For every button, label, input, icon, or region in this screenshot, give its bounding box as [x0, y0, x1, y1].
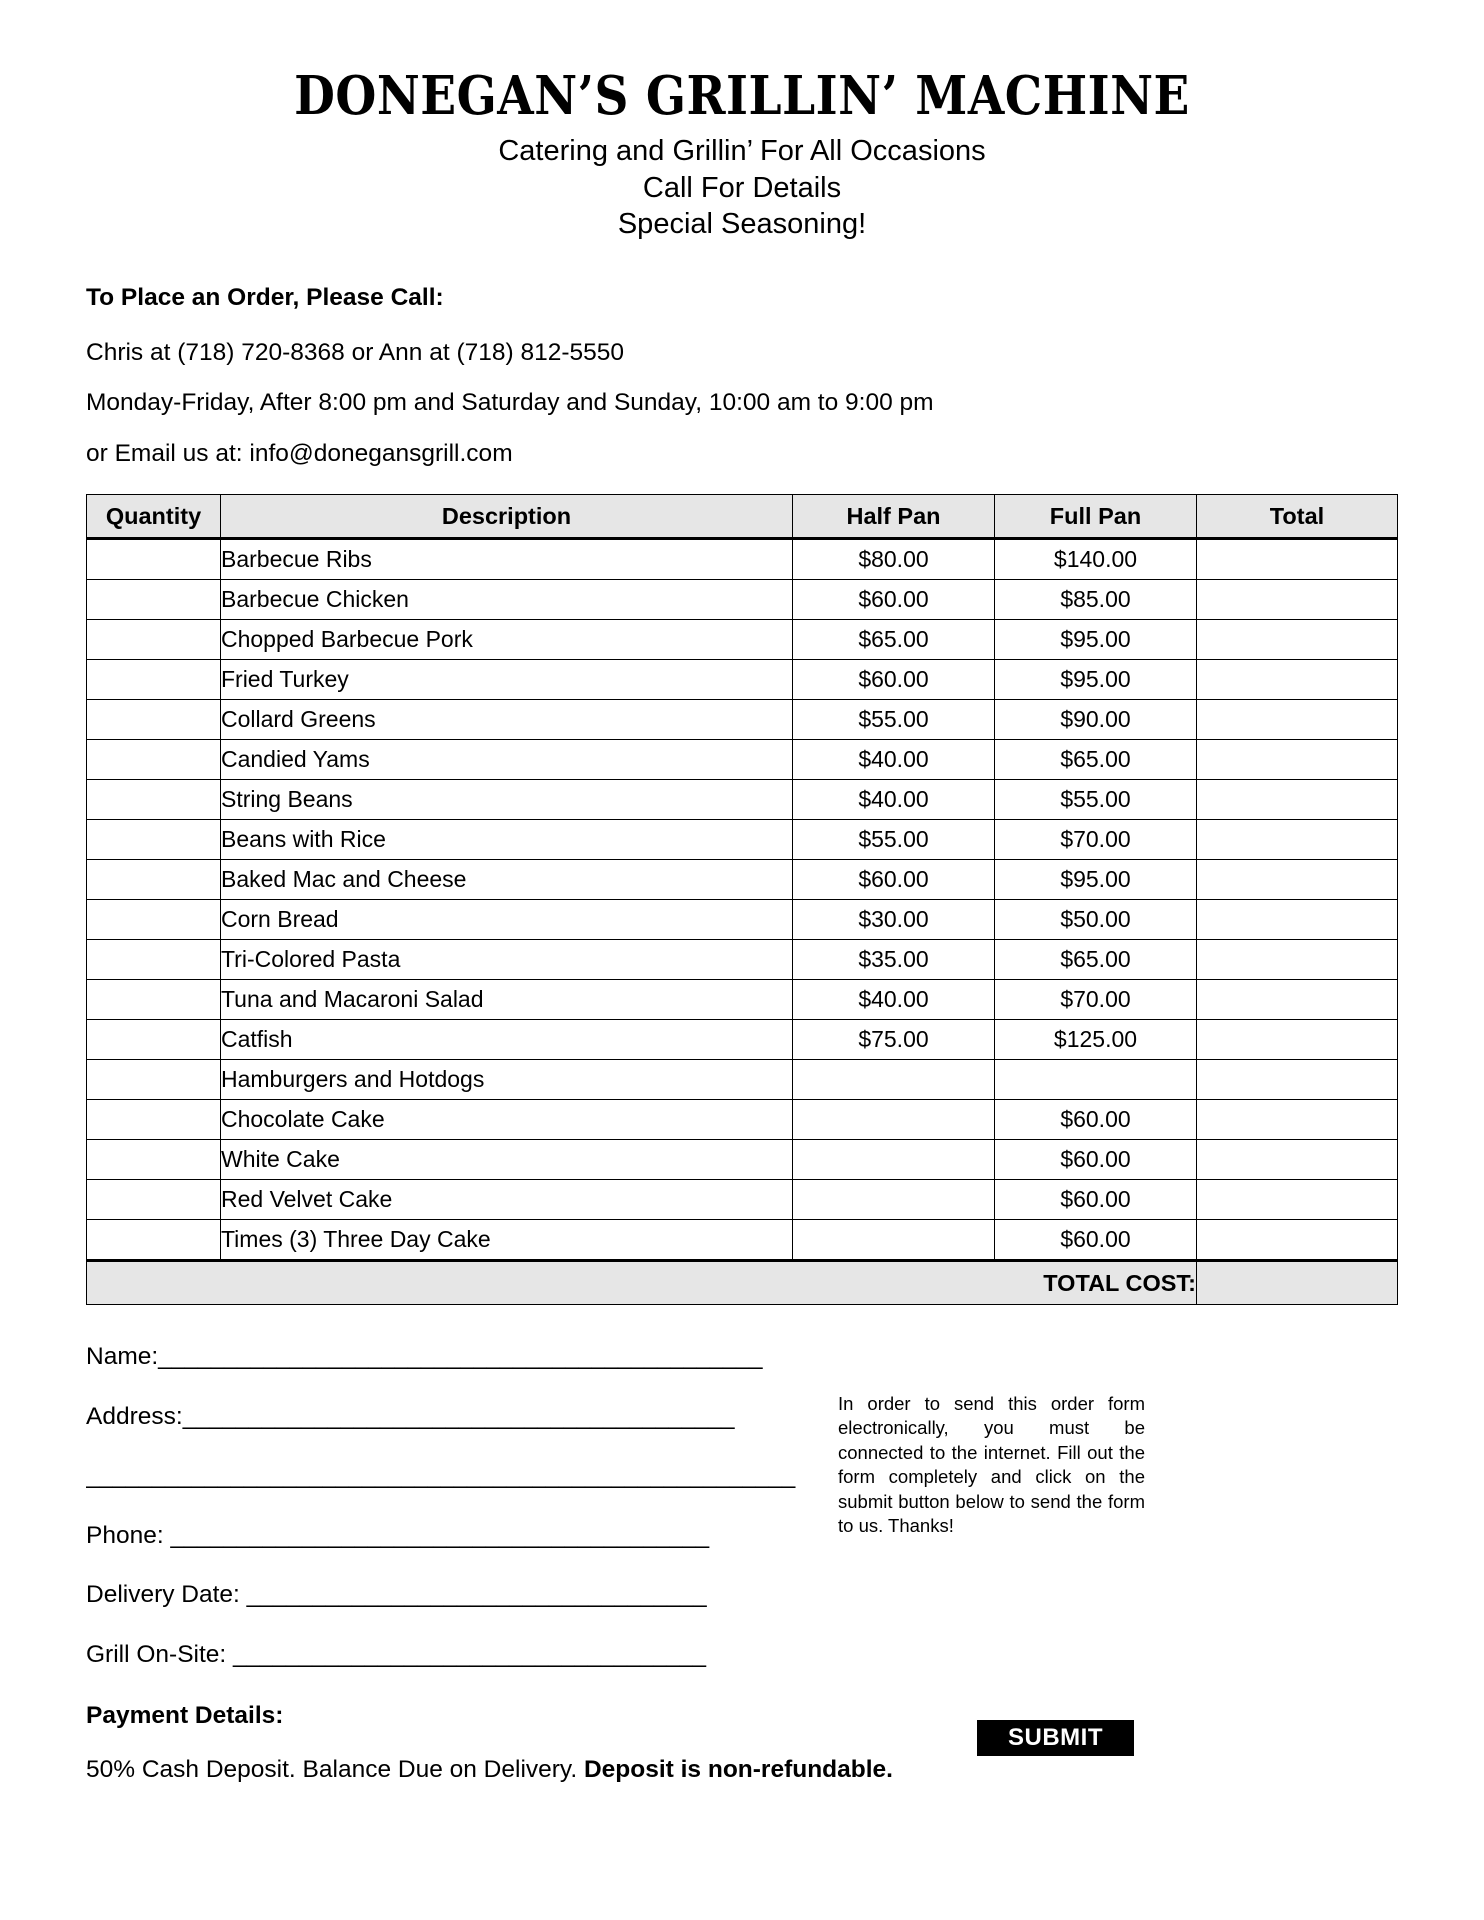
- cell-full-pan: $60.00: [995, 1180, 1197, 1220]
- cell-total[interactable]: [1197, 539, 1398, 580]
- cell-description: White Cake: [220, 1140, 792, 1180]
- tagline-line-3: Special Seasoning!: [617, 207, 867, 240]
- table-row: [87, 1060, 1398, 1100]
- cell-quantity[interactable]: [87, 1220, 221, 1261]
- cell-description: Collard Greens: [220, 700, 792, 740]
- cell-quantity[interactable]: [87, 539, 221, 580]
- cell-total[interactable]: [1197, 620, 1398, 660]
- order-table-header: [87, 495, 1398, 539]
- cell-half-pan: $40.00: [793, 740, 995, 780]
- order-table: [86, 494, 1398, 1305]
- cell-full-pan: $140.00: [995, 539, 1197, 580]
- cell-half-pan: [793, 1060, 995, 1100]
- cell-full-pan: $95.00: [995, 860, 1197, 900]
- cell-description: Fried Turkey: [220, 660, 792, 700]
- cell-half-pan: $75.00: [793, 1020, 995, 1060]
- cell-half-pan: $55.00: [793, 700, 995, 740]
- payment-details-heading: Payment Details:: [86, 1702, 284, 1729]
- customer-fields: [86, 1345, 826, 1667]
- table-row: [87, 860, 1398, 900]
- table-row: [87, 1020, 1398, 1060]
- cell-half-pan: [793, 1220, 995, 1261]
- cell-full-pan: $65.00: [995, 940, 1197, 980]
- address-input-rule-2[interactable]: ______________________________________________________: [86, 1464, 795, 1489]
- cell-full-pan: $85.00: [995, 580, 1197, 620]
- address-label: Address:: [86, 1404, 183, 1429]
- cell-total[interactable]: [1197, 860, 1398, 900]
- cell-total[interactable]: [1197, 740, 1398, 780]
- grill-onsite-input-rule[interactable]: ____________________________________: [233, 1642, 706, 1667]
- cell-description: Tuna and Macaroni Salad: [220, 980, 792, 1020]
- cell-half-pan: $60.00: [793, 860, 995, 900]
- cell-half-pan: [793, 1140, 995, 1180]
- table-row: [87, 900, 1398, 940]
- contact-phones: Chris at (718) 720-8368 or Ann at (718) 812-5550: [86, 338, 624, 366]
- cell-total[interactable]: [1197, 780, 1398, 820]
- cell-full-pan: $60.00: [995, 1100, 1197, 1140]
- payment-details-text: [86, 1756, 1398, 1784]
- cell-half-pan: $60.00: [793, 580, 995, 620]
- phone-input-rule[interactable]: _________________________________________: [170, 1523, 709, 1548]
- order-table-body: [87, 539, 1398, 1261]
- cell-quantity[interactable]: [87, 660, 221, 700]
- cell-half-pan: [793, 1180, 995, 1220]
- table-row: [87, 940, 1398, 980]
- deposit-nonrefundable-note: Deposit is non-refundable.: [583, 1756, 893, 1783]
- cell-quantity[interactable]: [87, 1140, 221, 1180]
- tagline-line-2: Call For Details: [642, 171, 842, 204]
- delivery-date-input-rule[interactable]: ___________________________________: [246, 1583, 707, 1608]
- cell-half-pan: $35.00: [793, 940, 995, 980]
- contact-block: [86, 286, 1398, 466]
- cell-full-pan: $65.00: [995, 740, 1197, 780]
- cell-description: Tri-Colored Pasta: [220, 940, 792, 980]
- cell-description: Red Velvet Cake: [220, 1180, 792, 1220]
- address-field-row-2[interactable]: [86, 1464, 826, 1489]
- cell-quantity[interactable]: [87, 1060, 221, 1100]
- delivery-date-label: Delivery Date:: [86, 1583, 247, 1608]
- cell-full-pan: $95.00: [995, 660, 1197, 700]
- tagline-block: [86, 109, 1398, 242]
- total-cost-row: [87, 1261, 1398, 1305]
- cell-quantity[interactable]: [87, 980, 221, 1020]
- cell-half-pan: $55.00: [793, 820, 995, 860]
- cell-quantity[interactable]: [87, 740, 221, 780]
- cell-quantity[interactable]: [87, 940, 221, 980]
- cell-total[interactable]: [1197, 900, 1398, 940]
- cell-half-pan: $65.00: [793, 620, 995, 660]
- total-cost-value[interactable]: [1197, 1261, 1398, 1305]
- cell-quantity[interactable]: [87, 620, 221, 660]
- cell-description: String Beans: [220, 780, 792, 820]
- cell-quantity[interactable]: [87, 700, 221, 740]
- order-table-footer: [87, 1261, 1398, 1305]
- cell-full-pan: $60.00: [995, 1220, 1197, 1261]
- cell-full-pan: [995, 1060, 1197, 1100]
- cell-description: Barbecue Chicken: [220, 580, 792, 620]
- cell-description: Barbecue Ribs: [220, 539, 792, 580]
- cell-description: Corn Bread: [220, 900, 792, 940]
- cell-description: Catfish: [220, 1020, 792, 1060]
- submit-button[interactable]: SUBMIT: [977, 1720, 1134, 1756]
- cell-quantity[interactable]: [87, 900, 221, 940]
- table-row: [87, 1180, 1398, 1220]
- cell-description: Hamburgers and Hotdogs: [220, 1060, 792, 1100]
- cell-quantity[interactable]: [87, 580, 221, 620]
- page-title: DONEGAN’S GRILLIN’ MACHINE: [294, 64, 1190, 128]
- cell-half-pan: $40.00: [793, 980, 995, 1020]
- table-row: [87, 740, 1398, 780]
- phone-label: Phone:: [86, 1523, 171, 1548]
- cell-total[interactable]: [1197, 1060, 1398, 1100]
- cell-quantity[interactable]: [87, 1020, 221, 1060]
- cell-description: Chopped Barbecue Pork: [220, 620, 792, 660]
- table-header-row: [87, 495, 1398, 539]
- order-call-heading: To Place an Order, Please Call:: [86, 284, 444, 311]
- cell-description: Candied Yams: [220, 740, 792, 780]
- cell-total[interactable]: [1197, 940, 1398, 980]
- cell-full-pan: $70.00: [995, 980, 1197, 1020]
- table-row: [87, 580, 1398, 620]
- grill-onsite-field-row[interactable]: [86, 1643, 826, 1668]
- cell-description: Chocolate Cake: [220, 1100, 792, 1140]
- cell-total[interactable]: [1197, 1220, 1398, 1261]
- delivery-date-field-row[interactable]: [86, 1583, 826, 1608]
- column-header-half-pan: Half Pan: [793, 495, 995, 539]
- cell-full-pan: $70.00: [995, 820, 1197, 860]
- column-header-full-pan: Full Pan: [995, 495, 1197, 539]
- address-input-rule[interactable]: __________________________________________: [182, 1404, 734, 1429]
- table-row: [87, 620, 1398, 660]
- contact-hours: Monday-Friday, After 8:00 pm and Saturday and Sunday, 10:00 am to 9:00 pm: [86, 389, 934, 416]
- cell-full-pan: $60.00: [995, 1140, 1197, 1180]
- name-label: Name:: [86, 1345, 159, 1370]
- cell-total[interactable]: [1197, 1140, 1398, 1180]
- name-input-rule[interactable]: ______________________________________________: [158, 1345, 762, 1370]
- cell-description: Baked Mac and Cheese: [220, 860, 792, 900]
- cell-quantity[interactable]: [87, 860, 221, 900]
- cell-description: Times (3) Three Day Cake: [220, 1220, 792, 1261]
- cell-total[interactable]: [1197, 1020, 1398, 1060]
- cell-full-pan: $95.00: [995, 620, 1197, 660]
- cell-total[interactable]: [1197, 660, 1398, 700]
- grill-onsite-label: Grill On-Site:: [86, 1642, 234, 1667]
- total-cost-label: TOTAL COST:: [87, 1261, 1197, 1305]
- column-header-total: Total: [1197, 495, 1398, 539]
- cell-half-pan: $80.00: [793, 539, 995, 580]
- cell-quantity[interactable]: [87, 1100, 221, 1140]
- table-row: [87, 820, 1398, 860]
- cell-total[interactable]: [1197, 820, 1398, 860]
- address-field-row[interactable]: [86, 1405, 826, 1430]
- cell-full-pan: $125.00: [995, 1020, 1197, 1060]
- cell-quantity[interactable]: [87, 1180, 221, 1220]
- cell-half-pan: $60.00: [793, 660, 995, 700]
- cell-full-pan: $90.00: [995, 700, 1197, 740]
- column-header-quantity: Quantity: [87, 495, 221, 539]
- payment-terms: 50% Cash Deposit. Balance Due on Delivery.: [86, 1756, 584, 1783]
- cell-half-pan: $40.00: [793, 780, 995, 820]
- cell-half-pan: [793, 1100, 995, 1140]
- cell-total[interactable]: [1197, 580, 1398, 620]
- cell-full-pan: $50.00: [995, 900, 1197, 940]
- phone-field-row[interactable]: [86, 1524, 826, 1549]
- cell-full-pan: $55.00: [995, 780, 1197, 820]
- cell-quantity[interactable]: [87, 820, 221, 860]
- name-field-row[interactable]: [86, 1345, 826, 1370]
- cell-total[interactable]: [1197, 700, 1398, 740]
- cell-half-pan: $30.00: [793, 900, 995, 940]
- column-header-description: Description: [220, 495, 792, 539]
- table-row: [87, 539, 1398, 580]
- table-row: [87, 780, 1398, 820]
- table-row: [87, 1220, 1398, 1261]
- table-row: [87, 980, 1398, 1020]
- cell-total[interactable]: [1197, 1180, 1398, 1220]
- table-row: [87, 1100, 1398, 1140]
- electronic-submission-note: In order to send this order form electronically, you must be connected to the internet. Fill out the form completely and click on the submit button below to send the form to us. Thanks!: [838, 1393, 1145, 1537]
- tagline-line-1: Catering and Grillin’ For All Occasions: [498, 135, 986, 168]
- cell-total[interactable]: [1197, 980, 1398, 1020]
- table-row: [87, 660, 1398, 700]
- cell-quantity[interactable]: [87, 780, 221, 820]
- table-row: [87, 700, 1398, 740]
- cell-total[interactable]: [1197, 1100, 1398, 1140]
- table-row: [87, 1140, 1398, 1180]
- cell-description: Beans with Rice: [220, 820, 792, 860]
- contact-email: or Email us at: info@donegansgrill.com: [86, 439, 513, 467]
